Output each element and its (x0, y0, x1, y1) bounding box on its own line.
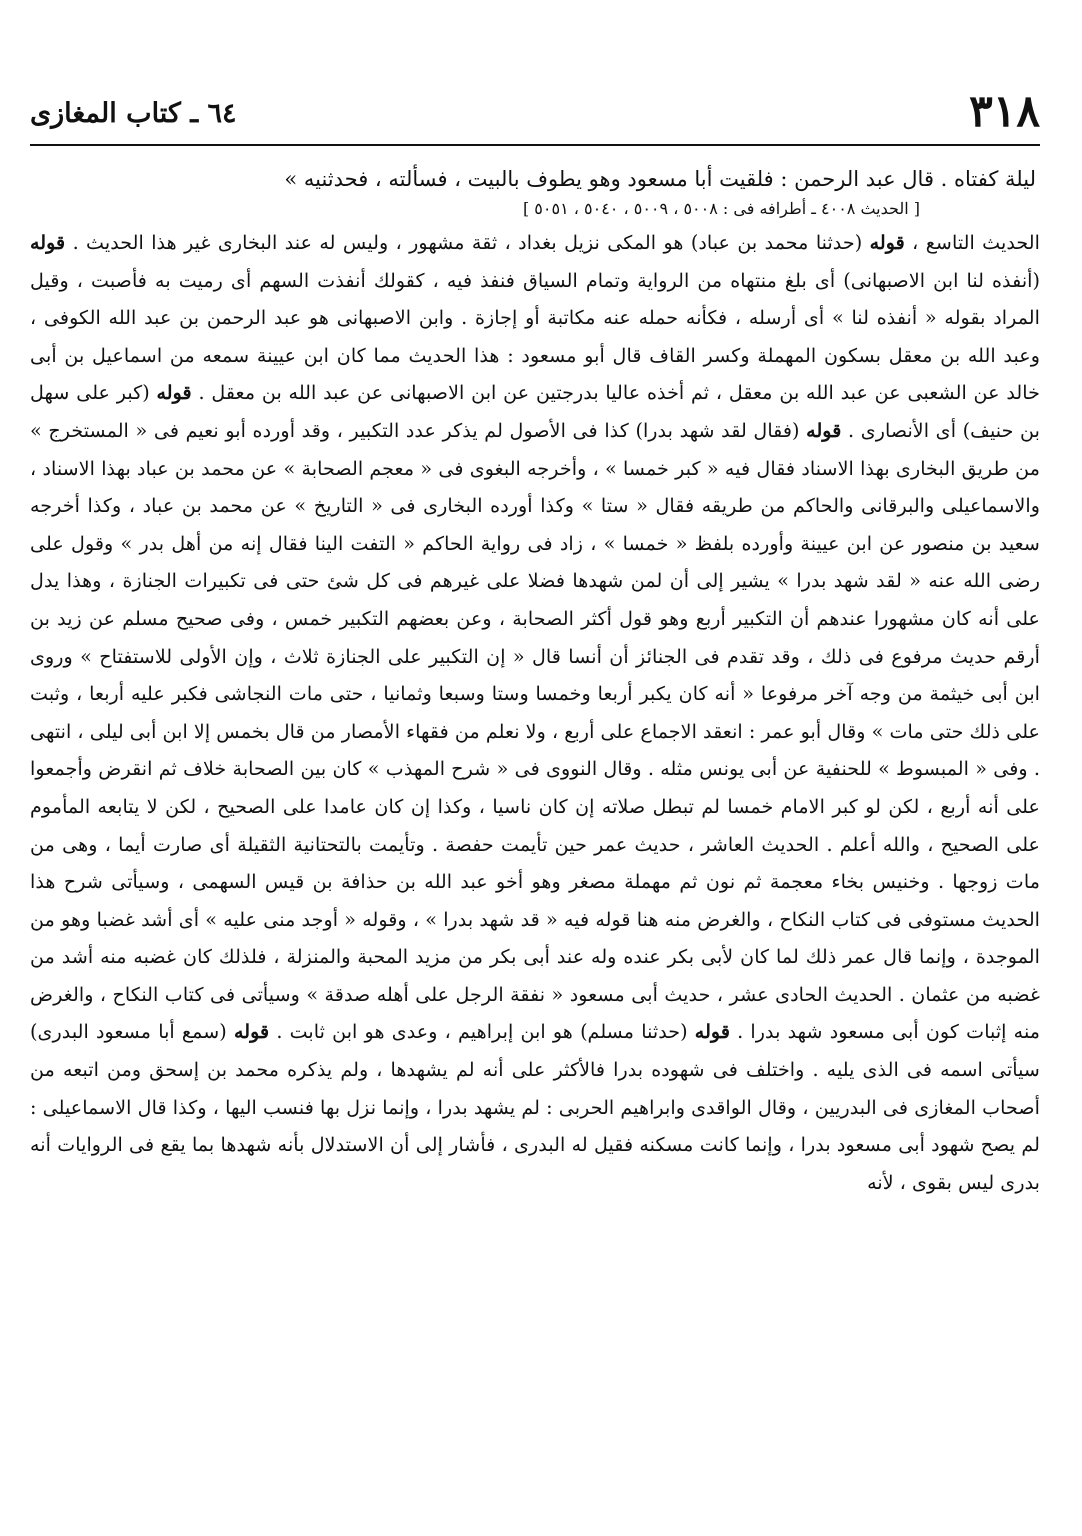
commentary-text: (فقال لقد شهد بدرا) كذا فى الأصول لم يذكر عدد التكبير ، وقد أورده أبو نعيم فى « المستخرج » من طريق البخارى بهذا الاسناد فقال فيه « كبر خمسا » ، وأخرجه البغوى فى « معجم الصحابة » عن محمد بن عباد بهذا الاسناد ، والاسماعيلى والبرقانى والحاكم من طريقه فقال « ستا » وكذا أورده البخارى فى « التاريخ » عن محمد بن عباد ، وكذا أخرجه سعيد بن منصور عن ابن عيينة وأورده بلفظ « خمسا » ، زاد فى رواية الحاكم « التفت الينا فقال إنه من أهل بدر » وقول على رضى الله عنه « لقد شهد بدرا » يشير إلى أن لمن شهدها فضلا على غيرهم فى كل شئ حتى فى تكبيرات الجنازة ، وهذا يدل على أنه كان مشهورا عندهم أن التكبير أربع وهو قول أكثر الصحابة ، وعن بعضهم التكبير خمس ، وفى صحيح مسلم عن زيد بن أرقم حديث مرفوع فى ذلك ، وقد تقدم فى الجنائز أن أنسا قال « إن التكبير على الجنازة ثلاث ، وإن الأولى للاستفتاح » وروى ابن أبى خيثمة من وجه آخر مرفوعا « أنه كان يكبر أربعا وخمسا وستا وسبعا وثمانيا ، حتى مات النجاشى فكبر عليه أربعا ، وثبت على ذلك حتى مات » وقال أبو عمر : انعقد الاجماع على أربع ، ولا نعلم من فقهاء الأمصار من قال بخمس إلا ابن أبى ليلى ، انتهى . وفى « المبسوط » للحنفية عن أبى يونس مثله . وقال النووى فى « شرح المهذب » كان بين الصحابة خلاف ثم انقرض وأجمعوا على أنه أربع ، لكن لو كبر الامام خمسا لم تبطل صلاته إن كان ناسيا ، وكذا إن كان عامدا على الصحيح ، لكن لا يتابعه المأموم على الصحيح ، والله أعلم . الحديث العاشر ، حديث عمر حين تأيمت حفصة . وتأيمت بالتحتانية الثقيلة أى صارت أيما ، وهى من مات زوجها . وخنيس بخاء معجمة ثم نون ثم مهملة مصغر وهو أخو عبد الله بن حذافة بن قيس السهمى ، وسيأتى شرح هذا الحديث مستوفى فى كتاب النكاح ، والغرض منه هنا قوله فيه « قد شهد بدرا » ، وقوله « أوجد منى عليه » أى أشد غضبا وهو من الموجدة ، وإنما قال عمر ذلك لما كان لأبى بكر عنده وله عند أبى بكر من مزيد المحبة والمنزلة ، فلذلك كان غضبه منه أشد من غضبه من عثمان . الحديث الحادى عشر ، حديث أبى مسعود « نفقة الرجل على أهله صدقة » وسيأتى فى كتاب النكاح ، والغرض منه إثبات كون أبى مسعود شهد بدرا . (30, 418, 1041, 1044)
running-title: ٦٤ ـ كتاب المغازى (30, 98, 237, 129)
commentary-text: (أنفذه لنا ابن الاصبهانى) أى بلغ منتهاه من الرواية وتمام السياق فنفذ فيه ، كقولك أنفذت السهم أى رميت به فأصبت ، وقيل المراد بقوله « أنفذه لنا » أى أرسله ، فكأنه حمله عنه مكاتبة أو إجازة . وابن الاصبهانى هو عبد الرحمن بن عبد الله الكوفى ، وعبد الله بن معقل بسكون المهملة وكسر القاف قال أبو مسعود : هذا الحديث مما كان ابن عيينة سمعه من اسماعيل بن أبى خالد عن الشعبى عن عبد الله بن معقل ، ثم أخذه عاليا بدرجتين عن ابن الاصبهانى عن عبد الله بن معقل . (30, 268, 1040, 405)
keyword-qawluhu: قوله (30, 231, 66, 254)
keyword-qawluhu: قوله (156, 381, 192, 405)
hadith-text-ending: ليلة كفتاه . قال عبد الرحمن : فلقيت أبا مسعود وهو يطوف بالبيت ، فسألته ، فحدثنيه » (284, 167, 1036, 191)
commentary-paragraph (30, 224, 1040, 1201)
keyword-qawluhu: قوله (694, 1020, 731, 1044)
commentary-text: (كبر على سهل بن حنيف) أى الأنصارى . (30, 381, 1040, 442)
commentary-text: (حدثنا مسلم) هو ابن إبراهيم ، وعدى هو ابن ثابت . (269, 1020, 695, 1044)
commentary-text: (سمع أبا مسعود البدرى) سيأتى اسمه فى الذى يليه . واختلف فى شهوده بدرا فالأكثر على أنه لم يشهدها ، ولم يذكره محمد بن إسحق ومن اتبعه من أصحاب المغازى فى البدريين ، وقال الواقدى وابراهيم الحربى : لم يشهد بدرا ، وإنما نزل بها فنسب اليها ، وكذا قال الاسماعيلى : لم يصح شهود أبى مسعود بدرا ، وإنما كانت مسكنه فقيل له البدرى ، فأشار إلى أن الاستدلال بأنه شهدها بما يقع فى الروايات أنه بدرى ليس بقوى ، لأنه (30, 1020, 1040, 1194)
keyword-qawluhu: قوله (869, 231, 905, 254)
keyword-qawluhu: قوله (806, 418, 842, 442)
commentary-text: الحديث التاسع ، (904, 231, 1040, 254)
page-number: ٣١٨ (969, 86, 1040, 137)
page-header (30, 82, 1040, 146)
hadith-cross-references: [ الحديث ٤٠٠٨ ـ أطرافه فى : ٥٠٠٨ ، ٥٠٠٩ ، ٥٠٤٠ ، ٥٠٥١ ] (522, 199, 920, 218)
commentary-text: (حدثنا محمد بن عباد) هو المكى نزيل بغداد ، ثقة مشهور ، وليس له عند البخارى غير هذا الحديث . (65, 231, 870, 254)
document-page (30, 82, 1040, 1201)
keyword-qawluhu: قوله (233, 1020, 270, 1044)
